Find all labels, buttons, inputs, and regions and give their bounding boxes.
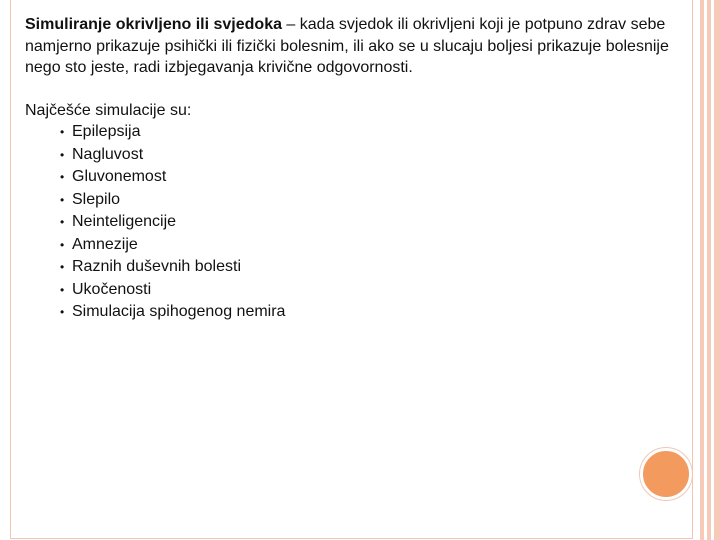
bullet-icon: • [60,125,65,139]
slide-content [25,14,685,324]
bullet-icon: • [60,170,65,184]
list-item [60,256,685,279]
bullet-icon: • [60,260,65,274]
bullet-icon: • [60,215,65,229]
list-item [60,234,685,257]
list-item [60,211,685,234]
decorative-circle [640,448,692,500]
bullet-icon: • [60,305,65,319]
list-item [60,166,685,189]
decorative-stripe [714,0,720,540]
list-item-label: Neinteligencije [72,213,177,230]
decorative-stripe [700,0,704,540]
list-item [60,144,685,167]
decorative-stripe [707,0,711,540]
intro-paragraph [25,14,685,79]
list-item-label: Amnezije [72,235,138,253]
list-item-label: Slepilo [72,190,121,208]
list-item [60,279,685,302]
simulation-list [25,121,685,324]
list-item-label: Raznih duševnih bolesti [72,258,241,275]
bullet-icon: • [60,147,65,162]
bullet-icon: • [60,237,65,252]
list-item [60,189,685,212]
list-item-label: Simulacija spihogenog nemira [72,303,286,320]
list-item-label: Ukočenosti [72,280,152,298]
list-item-label: Nagluvost [72,145,144,163]
list-item-label: Epilepsija [72,123,141,140]
intro-definition: – kada svjedok ili okrivljeni koji je potpuno zdrav sebe namjerno prikazuje psihički ili fizički bolesnim, ili ako se u slucaju boljesi prikazuje bolesnije nego sto jeste, radi izbjegavanja krivične odgovornosti. [25,16,669,76]
list-heading: Najčešće simulacije su: [25,101,192,119]
list-item [60,121,685,144]
list-item-label: Gluvonemost [72,168,167,185]
bullet-icon: • [60,282,65,297]
list-item [60,301,685,324]
bullet-icon: • [60,192,65,207]
intro-term: Simuliranje okrivljeno ili svjedoka [25,16,282,33]
